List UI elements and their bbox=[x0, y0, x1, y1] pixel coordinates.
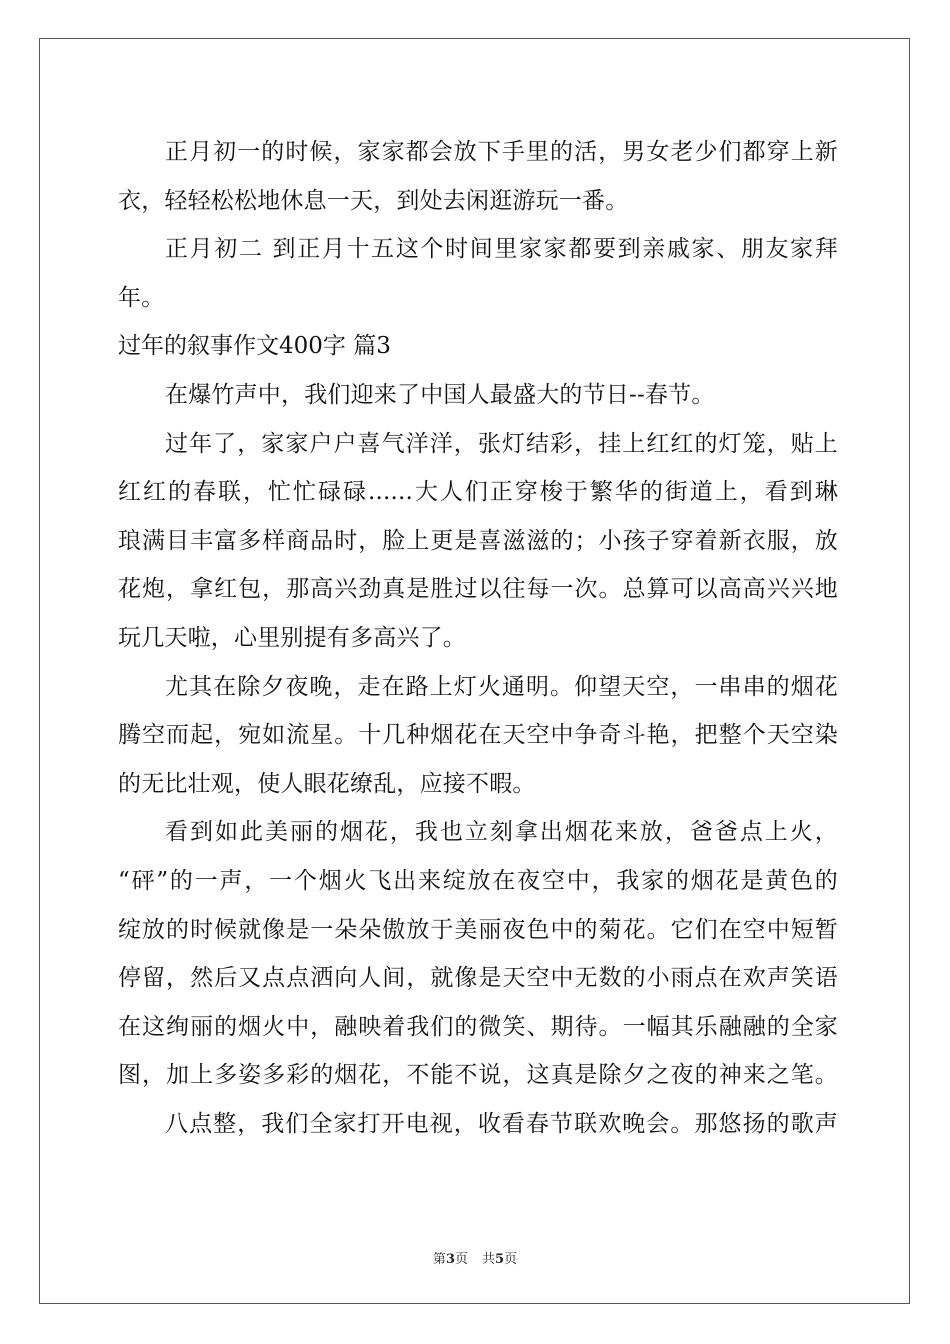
text-line: 正月初一的时候，家家都会放下手里的活，男女老少们都穿上新 bbox=[165, 139, 838, 165]
text-line: “砰”的一声，一个烟火飞出来绽放在夜空中，我家的烟花是黄色的 bbox=[118, 867, 838, 894]
footer-total-unit: 页 bbox=[504, 1252, 518, 1267]
text-line: 看到如此美丽的烟花，我也立刻拿出烟花来放，爸爸点上火， bbox=[165, 819, 838, 846]
text-line: 在爆竹声中，我们迎来了中国人最盛大的节日--春节。 bbox=[165, 381, 715, 408]
text-line: 停留，然后又点点洒向人间，就像是天空中无数的小雨点在欢声笑语 bbox=[118, 965, 838, 992]
text-line: 在这绚丽的烟火中，融映着我们的微笑、期待。一幅其乐融融的全家 bbox=[118, 1013, 838, 1040]
text-line: 过年了，家家户户喜气洋洋，张灯结彩，挂上红红的灯笼，贴上 bbox=[165, 430, 838, 457]
text-line: 尤其在除夕夜晚，走在路上灯火通明。仰望天空，一串串的烟花 bbox=[165, 673, 838, 700]
text-line: 绽放的时候就像是一朵朵傲放于美丽夜色中的菊花。它们在空中短暂 bbox=[118, 916, 838, 943]
footer-page-unit: 页 bbox=[454, 1252, 468, 1267]
footer-current-page: 3 bbox=[445, 1252, 455, 1267]
text-line: 琅满目丰富多样商品时，脸上更是喜滋滋的；小孩子穿着新衣服，放 bbox=[118, 527, 838, 554]
document-body bbox=[118, 128, 838, 1148]
page-footer bbox=[0, 1248, 950, 1267]
footer-total-pages: 5 bbox=[495, 1252, 505, 1267]
section-heading: 过年的叙事作文400字 篇3 bbox=[118, 333, 391, 360]
text-line: 的无比壮观，使人眼花缭乱，应接不暇。 bbox=[118, 770, 536, 797]
text-line: 图，加上多姿多彩的烟花，不能不说，这真是除夕之夜的神来之笔。 bbox=[118, 1062, 838, 1089]
text-line: 年。 bbox=[118, 284, 165, 311]
footer-page-prefix: 第 bbox=[432, 1252, 446, 1267]
text-line: 玩几天啦，心里别提有多高兴了。 bbox=[118, 624, 466, 651]
text-line: 衣，轻轻松松地休息一天，到处去闲逛游玩一番。 bbox=[118, 187, 629, 214]
text-line: 花炮，拿红包，那高兴劲真是胜过以往每一次。总算可以高高兴兴地 bbox=[118, 576, 838, 603]
footer-total-prefix: 共 bbox=[482, 1252, 496, 1267]
text-line: 八点整，我们全家打开电视，收看春节联欢晚会。那悠扬的歌声 bbox=[165, 1110, 838, 1137]
text-line: 红红的春联，忙忙碌碌......大人们正穿梭于繁华的街道上，看到琳 bbox=[118, 479, 838, 506]
text-line: 正月初二 到正月十五这个时间里家家都要到亲戚家、朋友家拜 bbox=[165, 236, 838, 263]
text-line: 腾空而起，宛如流星。十几种烟花在天空中争奇斗艳，把整个天空染 bbox=[118, 722, 838, 749]
